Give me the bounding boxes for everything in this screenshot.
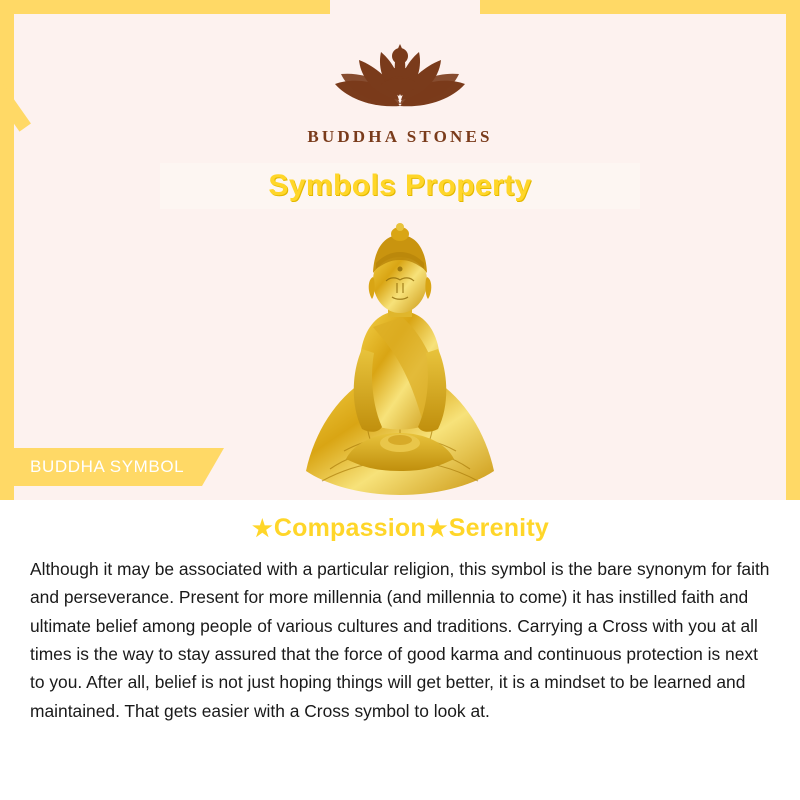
title-banner (160, 163, 640, 209)
content-panel (0, 500, 800, 800)
brand-name: BUDDHA STONES (307, 127, 493, 146)
subtitle-primary: Compassion (273, 514, 426, 542)
content-paragraph: Although it may be associated with a particular religion, this symbol is the bare synonym for faith and perseverance. Present for more millennia (and millennia to come) it has instilled faith and ultimate belief among people of various cultures and traditions. Carrying a Cross with you at all times is the way to stay assured that the force of good karma and continuous protection is next to you. After all, belief is not just hoping things will get better, it is a mindset to be learned and maintained. That gets easier with a Cross symbol to look at. (30, 559, 770, 721)
content-subtitle (0, 514, 800, 543)
star-icon-left: ★ (252, 515, 273, 541)
lotus-meditation-icon (315, 26, 485, 116)
star-icon-right: ★ (426, 515, 448, 541)
page-title: Symbols Property (268, 169, 532, 202)
symbol-tag (0, 448, 224, 486)
symbol-tag-arrow (202, 448, 224, 486)
brand-header (0, 0, 800, 147)
subtitle-secondary: Serenity (448, 514, 549, 542)
golden-buddha-icon (270, 219, 530, 509)
symbol-tag-label: BUDDHA SYMBOL (0, 448, 202, 486)
